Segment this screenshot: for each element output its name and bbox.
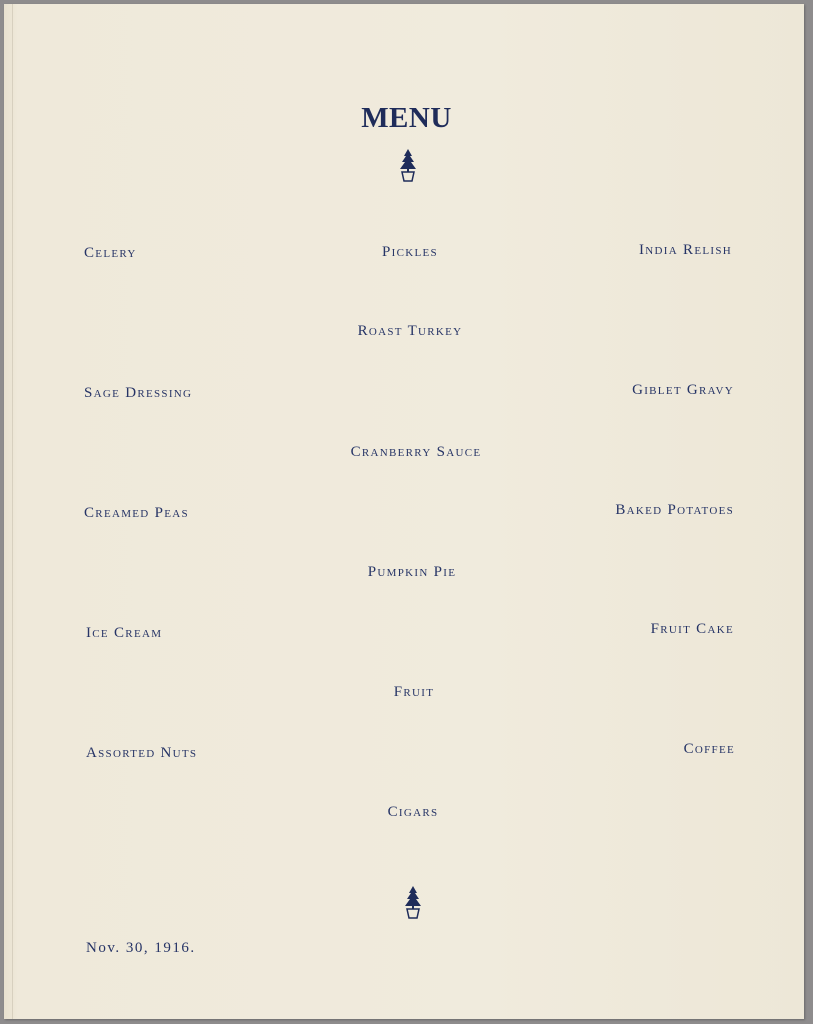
menu-item-creamed-peas: Creamed Peas bbox=[84, 505, 189, 521]
christmas-tree-icon bbox=[402, 885, 424, 921]
menu-item-giblet-gravy: Giblet Gravy bbox=[632, 382, 734, 398]
menu-item-assorted-nuts: Assorted Nuts bbox=[86, 745, 198, 761]
menu-item-cigars: Cigars bbox=[387, 804, 439, 820]
menu-item-fruit-cake: Fruit Cake bbox=[650, 621, 734, 637]
menu-item-ice-cream: Ice Cream bbox=[86, 625, 163, 641]
menu-item-pumpkin-pie: Pumpkin Pie bbox=[367, 564, 457, 580]
page-fold-line bbox=[12, 4, 13, 1019]
menu-item-baked-potatoes: Baked Potatoes bbox=[615, 502, 734, 518]
christmas-tree-icon bbox=[397, 148, 419, 184]
menu-item-pickles: Pickles bbox=[382, 244, 438, 260]
menu-item-coffee: Coffee bbox=[683, 741, 735, 757]
menu-title: MENU bbox=[361, 102, 452, 134]
menu-item-roast-turkey: Roast Turkey bbox=[357, 323, 463, 339]
menu-item-india-relish: India Relish bbox=[638, 242, 732, 258]
menu-item-sage-dressing: Sage Dressing bbox=[84, 385, 193, 401]
menu-item-fruit: Fruit bbox=[393, 684, 435, 700]
menu-date: Nov. 30, 1916. bbox=[86, 940, 196, 956]
menu-item-cranberry-sauce: Cranberry Sauce bbox=[350, 444, 482, 460]
menu-item-celery: Celery bbox=[84, 245, 137, 261]
